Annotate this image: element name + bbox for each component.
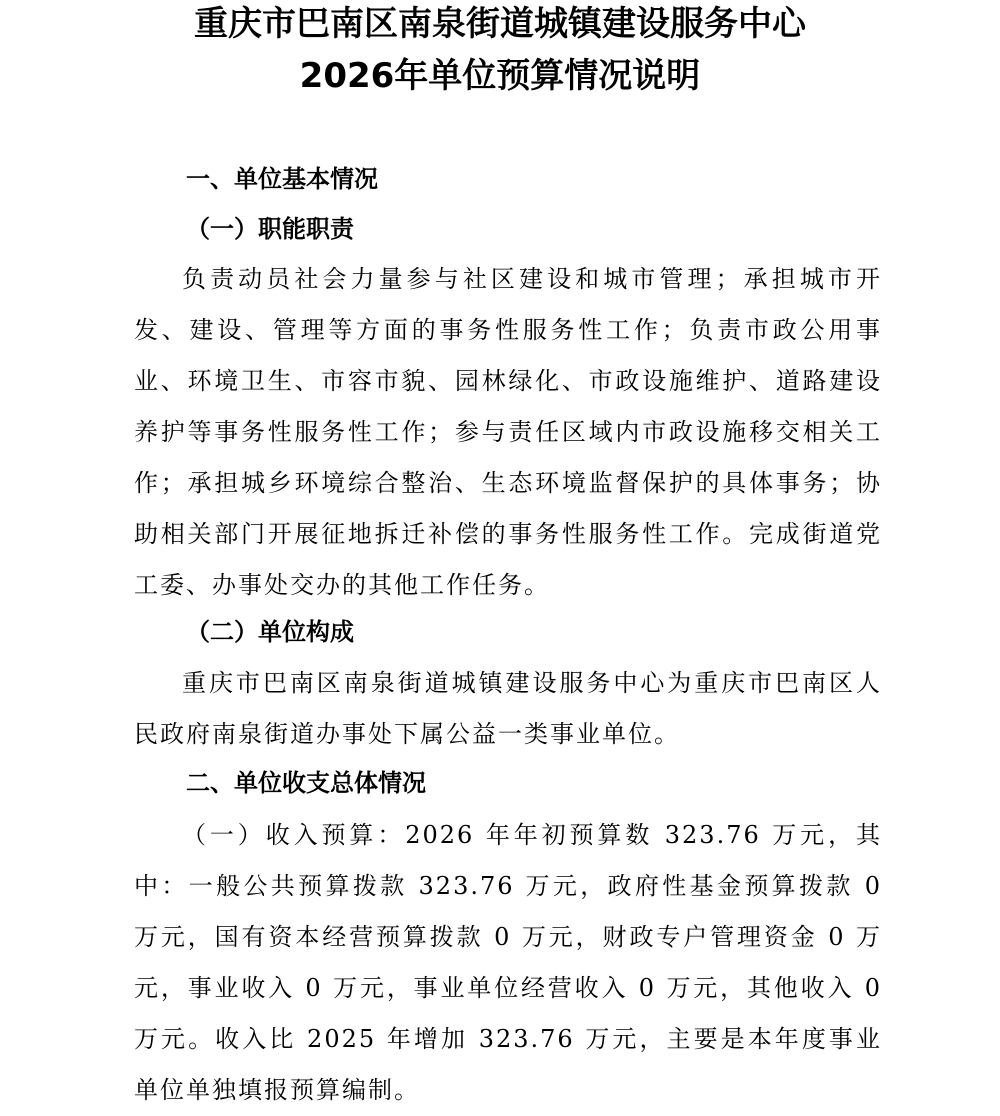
section-heading-budget-overview: 二、单位收支总体情况 — [186, 769, 426, 797]
paragraph-duties: 负责动员社会力量参与社区建设和城市管理；承担城市开发、建设、管理等方面的事务性服务性工作；负责市政公用事业、环境卫生、市容市貌、园林绿化、市政设施维护、道路建设养护等事务性服务性工作；参与责任区域内市政设施移交相关工作；承担城乡环境综合整治、生态环境监督保护的具体事务；协助相关部门开展征地拆迁补偿的事务性服务性工作。完成街道党工委、办事处交办的其他工作任务。 — [134, 265, 882, 599]
paragraph-composition: 重庆市巴南区南泉街道城镇建设服务中心为重庆市巴南区人民政府南泉街道办事处下属公益一类事业单位。 — [134, 669, 882, 748]
section-heading-basic-info: 一、单位基本情况 — [186, 165, 378, 193]
document-title-line-1: 重庆市巴南区南泉街道城镇建设服务中心 — [194, 4, 806, 44]
subheading-composition: （二）单位构成 — [186, 617, 354, 646]
paragraph-income-budget: （一）收入预算：2026 年年初预算数 323.76 万元，其中：一般公共预算拨款 323.76 万元，政府性基金预算拨款 0 万元，国有资本经营预算拨款 0 万元，财政专户管理资金 0 万元，事业收入 0 万元，事业单位经营收入 0 万元，其他收入 0 万元。收入比 2025 年增加 323.76 万元，主要是本年度事业单位单独填报预算编制。 — [134, 821, 882, 1104]
document-title-line-2: 2026年单位预算情况说明 — [299, 56, 701, 96]
subheading-duties: （一）职能职责 — [186, 214, 354, 243]
